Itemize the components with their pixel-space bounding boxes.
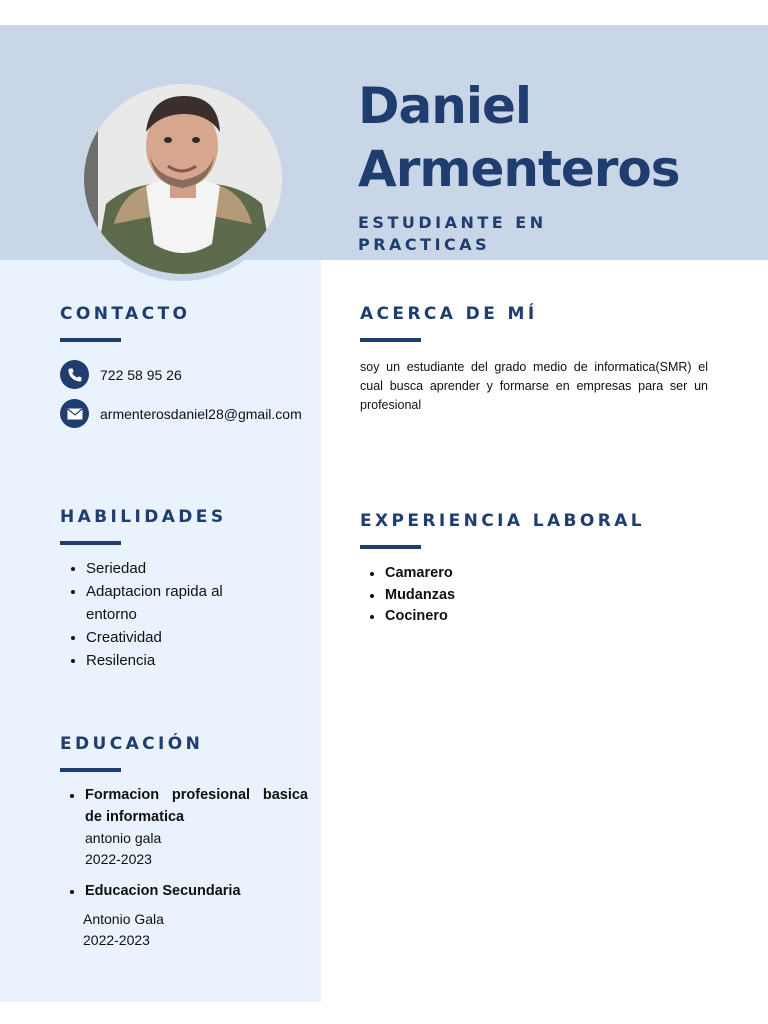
skill-item: Creatividad (60, 626, 250, 649)
job-title (358, 212, 588, 256)
about-divider (360, 338, 421, 342)
skills-divider (60, 541, 121, 545)
phone-icon (60, 360, 89, 389)
skill-item: Resilencia (60, 649, 250, 672)
skills-heading: HABILIDADES (60, 507, 227, 527)
profile-photo-illustration (84, 84, 282, 274)
profile-photo (84, 84, 282, 274)
education-heading: EDUCACIÓN (60, 734, 204, 754)
education-entry-title: Formacion profesional basica de informatica (60, 785, 308, 828)
education-entry (60, 881, 308, 951)
mail-icon (60, 399, 89, 428)
skill-item: Seriedad (60, 557, 250, 580)
email-address[interactable]: armenterosdaniel28@gmail.com (100, 405, 302, 422)
full-name (358, 75, 680, 201)
education-entry-years: 2022-2023 (83, 931, 150, 948)
experience-heading: EXPERIENCIA LABORAL (360, 511, 646, 531)
education-divider (60, 768, 121, 772)
skill-item: Adaptacion rapida al entorno (60, 580, 250, 626)
experience-item: Mudanzas (360, 585, 455, 607)
about-text: soy un estudiante del grado medio de informatica(SMR) el cual busca aprender y formarse en empresas para ser un profesional (360, 360, 708, 412)
job-title-line-1: ESTUDIANTE EN (358, 213, 547, 232)
experience-item: Cocinero (360, 606, 455, 628)
job-title-line-2: PRACTICAS (358, 235, 491, 254)
about-heading: ACERCA DE MÍ (360, 304, 538, 324)
education-entry (60, 785, 308, 870)
experience-list (360, 563, 455, 628)
experience-item: Camarero (360, 563, 455, 585)
experience-divider (360, 545, 421, 549)
skills-list (60, 557, 250, 672)
contact-phone-row (60, 360, 182, 389)
phone-number[interactable]: 722 58 95 26 (100, 366, 182, 383)
contact-divider (60, 338, 121, 342)
first-name: Daniel (358, 77, 532, 135)
education-entry-years: 2022-2023 (85, 851, 152, 867)
education-entry-school: Antonio Gala (83, 910, 164, 927)
contact-heading: CONTACTO (60, 304, 191, 324)
education-entry-school: antonio gala (85, 830, 162, 846)
education-entry-title: Educacion Secundaria (60, 881, 308, 903)
last-name: Armenteros (358, 140, 680, 198)
contact-email-row (60, 399, 302, 428)
